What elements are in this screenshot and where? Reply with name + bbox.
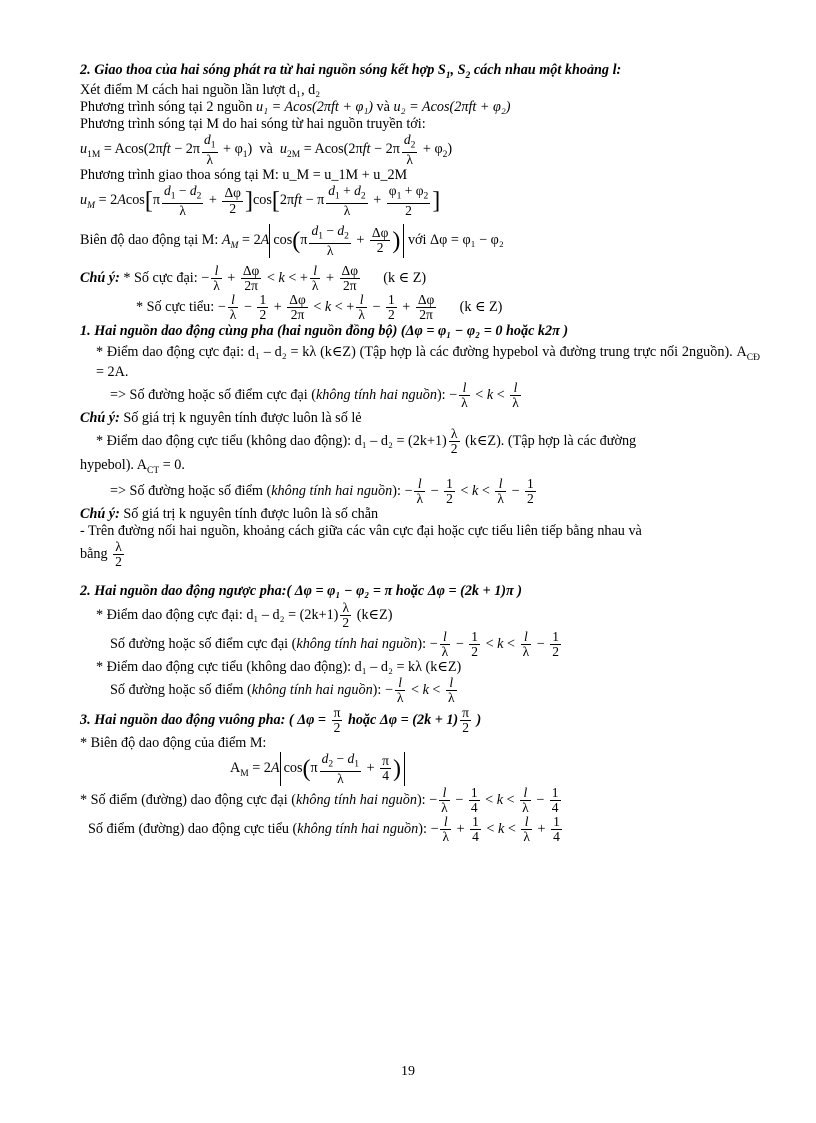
section-title: 2. Giao thoa của hai sóng phát ra từ hai nguồn sóng kết hợp $S_1$, $S_2$ cách nhau một khoảng l: (80, 62, 622, 81)
fringe-spacing-value: bằng $\frac{\lambda}{2}$ (80, 539, 122, 570)
document-body (80, 62, 760, 844)
same-phase-min-point-cont: hypebol). $A_{CT} = 0$. (80, 456, 185, 476)
min-count-rule: * Số cực tiểu: − $\frac{l}{\lambda}$ − $\frac{1}{2}$ + $\frac{\Delta\varphi}{2\pi}$ < k < + $\frac{l}{\lambda}$ − $\frac{1}{2}$ + $\frac{\Delta\varphi}{2\pi}$ (k ∈ Z) (136, 292, 503, 323)
same-phase-max-count: => Số đường hoặc số điểm cực đại (không tính hai nguồn): − $\frac{l}{\lambda}$ < k < $\frac{l}{\lambda}$ (110, 379, 519, 410)
quadrature-amp-formula: $A_M = 2A$ cos(π $\frac{d_2 - d_1}{\lambda}$ + $\frac{\pi}{4}$ ) (80, 752, 760, 786)
superposition-line: Phương trình giao thoa sóng tại M: u_M = u_1M + u_2M (80, 167, 408, 184)
same-phase-title: 1. Hai nguồn dao động cùng pha (hai nguồn đồng bộ) (Δφ = φ₁ − φ₂ = 0 hoặc k2π ) (80, 322, 569, 339)
opposite-phase-min-point: * Điểm dao động cực tiểu (không dao động): d₁ – d₂ = kλ (k∈Z) (96, 659, 462, 676)
opposite-phase-max-count: Số đường hoặc số điểm cực đại (không tính hai nguồn): − $\frac{l}{\lambda}$ − $\frac{1}{2}$ < k < $\frac{l}{\lambda}$ − $\frac{1}{2}$ (110, 628, 559, 660)
opposite-phase-title: 2. Hai nguồn dao động ngược pha:( Δφ = φ₁ − φ₂ = π hoặc Δφ = (2k + 1)π ) (80, 583, 523, 600)
interference-formula: $u_M = 2Acos[\pi$ $\frac{d_1 - d_2}{\lambda}$ + $\frac{\Delta\varphi}{2}$ ]cos[2πft − π $\frac{d_1 + d_2}{\lambda}$ + $\frac{\varphi_1 + \varphi_2}{2}$ ] (80, 183, 441, 218)
quadrature-amp-label: * Biên độ dao động của điểm M: (80, 734, 267, 751)
quadrature-max-count: * Số điểm (đường) dao động cực đại (không tính hai nguồn): − $\frac{l}{\lambda}$ − $\frac{1}{4}$ < k < $\frac{l}{\lambda}$ − $\frac{1}{4}$ (80, 784, 559, 815)
same-phase-note-odd: Chú ý: Số giá trị k nguyên tính được luôn là số lẻ (80, 410, 362, 427)
page-number: 19 (401, 1064, 415, 1079)
wave-at-m-formula: $u_{1M} = Acos(2\pi ft - 2\pi$ $\frac{d_1}{\lambda}$ + $\varphi_1$) và $u_{2M} = Acos(2\pi ft - 2\pi$ $\frac{d_2}{\lambda}$ + $\varphi_2$) (80, 132, 453, 167)
opposite-phase-min-count: Số đường hoặc số điểm (không tính hai nguồn): − $\frac{l}{\lambda}$ < k < $\frac{l}{\lambda}$ (110, 675, 455, 706)
max-count-rule: Chú ý: * Số cực đại: − $\frac{l}{\lambda}$ + $\frac{\Delta\varphi}{2\pi}$ < k < + $\frac{l}{\lambda}$ + $\frac{\Delta\varphi}{2\pi}$ (k ∈ Z) (80, 262, 427, 293)
amplitude-formula: Biên độ dao động tại M: $A_M = 2A$ cos(π $\frac{d_1 - d_2}{\lambda}$ + $\frac{\Delta\varphi}{2}$ ) với Δφ = φ₁ − φ₂ (80, 223, 504, 258)
same-phase-max-point: * Điểm dao động cực đại: d₁ – d₂ = kλ (k∈Z) (Tập hợp là các đường hypebol và đường trung trực nối 2nguồn). $A_{CĐ} = 2A$. (96, 343, 760, 380)
wave-at-m-intro: Phương trình sóng tại M do hai sóng từ hai nguồn truyền tới: (80, 116, 426, 133)
same-phase-min-count: => Số đường hoặc số điểm (không tính hai nguồn): − $\frac{l}{\lambda}$ − $\frac{1}{2}$ < k < $\frac{l}{\lambda}$ − $\frac{1}{2}$ (110, 475, 534, 506)
consider-point-line: Xét điểm M cách hai nguồn lần lượt d₁, d₂ (80, 82, 321, 99)
source-equations: Phương trình sóng tại 2 nguồn u₁ = Acos(2πft + φ₁) và u₂ = Acos(2πft + φ₂) (80, 99, 511, 116)
opposite-phase-max-point: * Điểm dao động cực đại: d₁ – d₂ = (2k+1) $\frac{\lambda}{2}$ (k∈Z) (96, 599, 393, 630)
same-phase-note-even: Chú ý: Số giá trị k nguyên tính được luôn là số chẵn (80, 506, 379, 523)
quadrature-title: 3. Hai nguồn dao động vuông pha: ( Δφ = $\frac{\pi}{2}$ hoặc Δφ = (2k + 1) $\frac{\pi}{2}$ ) (80, 704, 482, 735)
same-phase-min-point: * Điểm dao động cực tiểu (không dao động): d₁ – d₂ = (2k+1) $\frac{\lambda}{2}$ (k∈Z). (Tập hợp là các đường (96, 426, 637, 457)
quadrature-min-count: Số điểm (đường) dao động cực tiểu (không tính hai nguồn): − $\frac{l}{\lambda}$ + $\frac{1}{4}$ < k < $\frac{l}{\lambda}$ + $\frac{1}{4}$ (88, 814, 560, 845)
fringe-spacing-note: - Trên đường nối hai nguồn, khoảng cách giữa các vân cực đại hoặc cực tiểu liên tiếp bằng nhau và (80, 523, 642, 540)
